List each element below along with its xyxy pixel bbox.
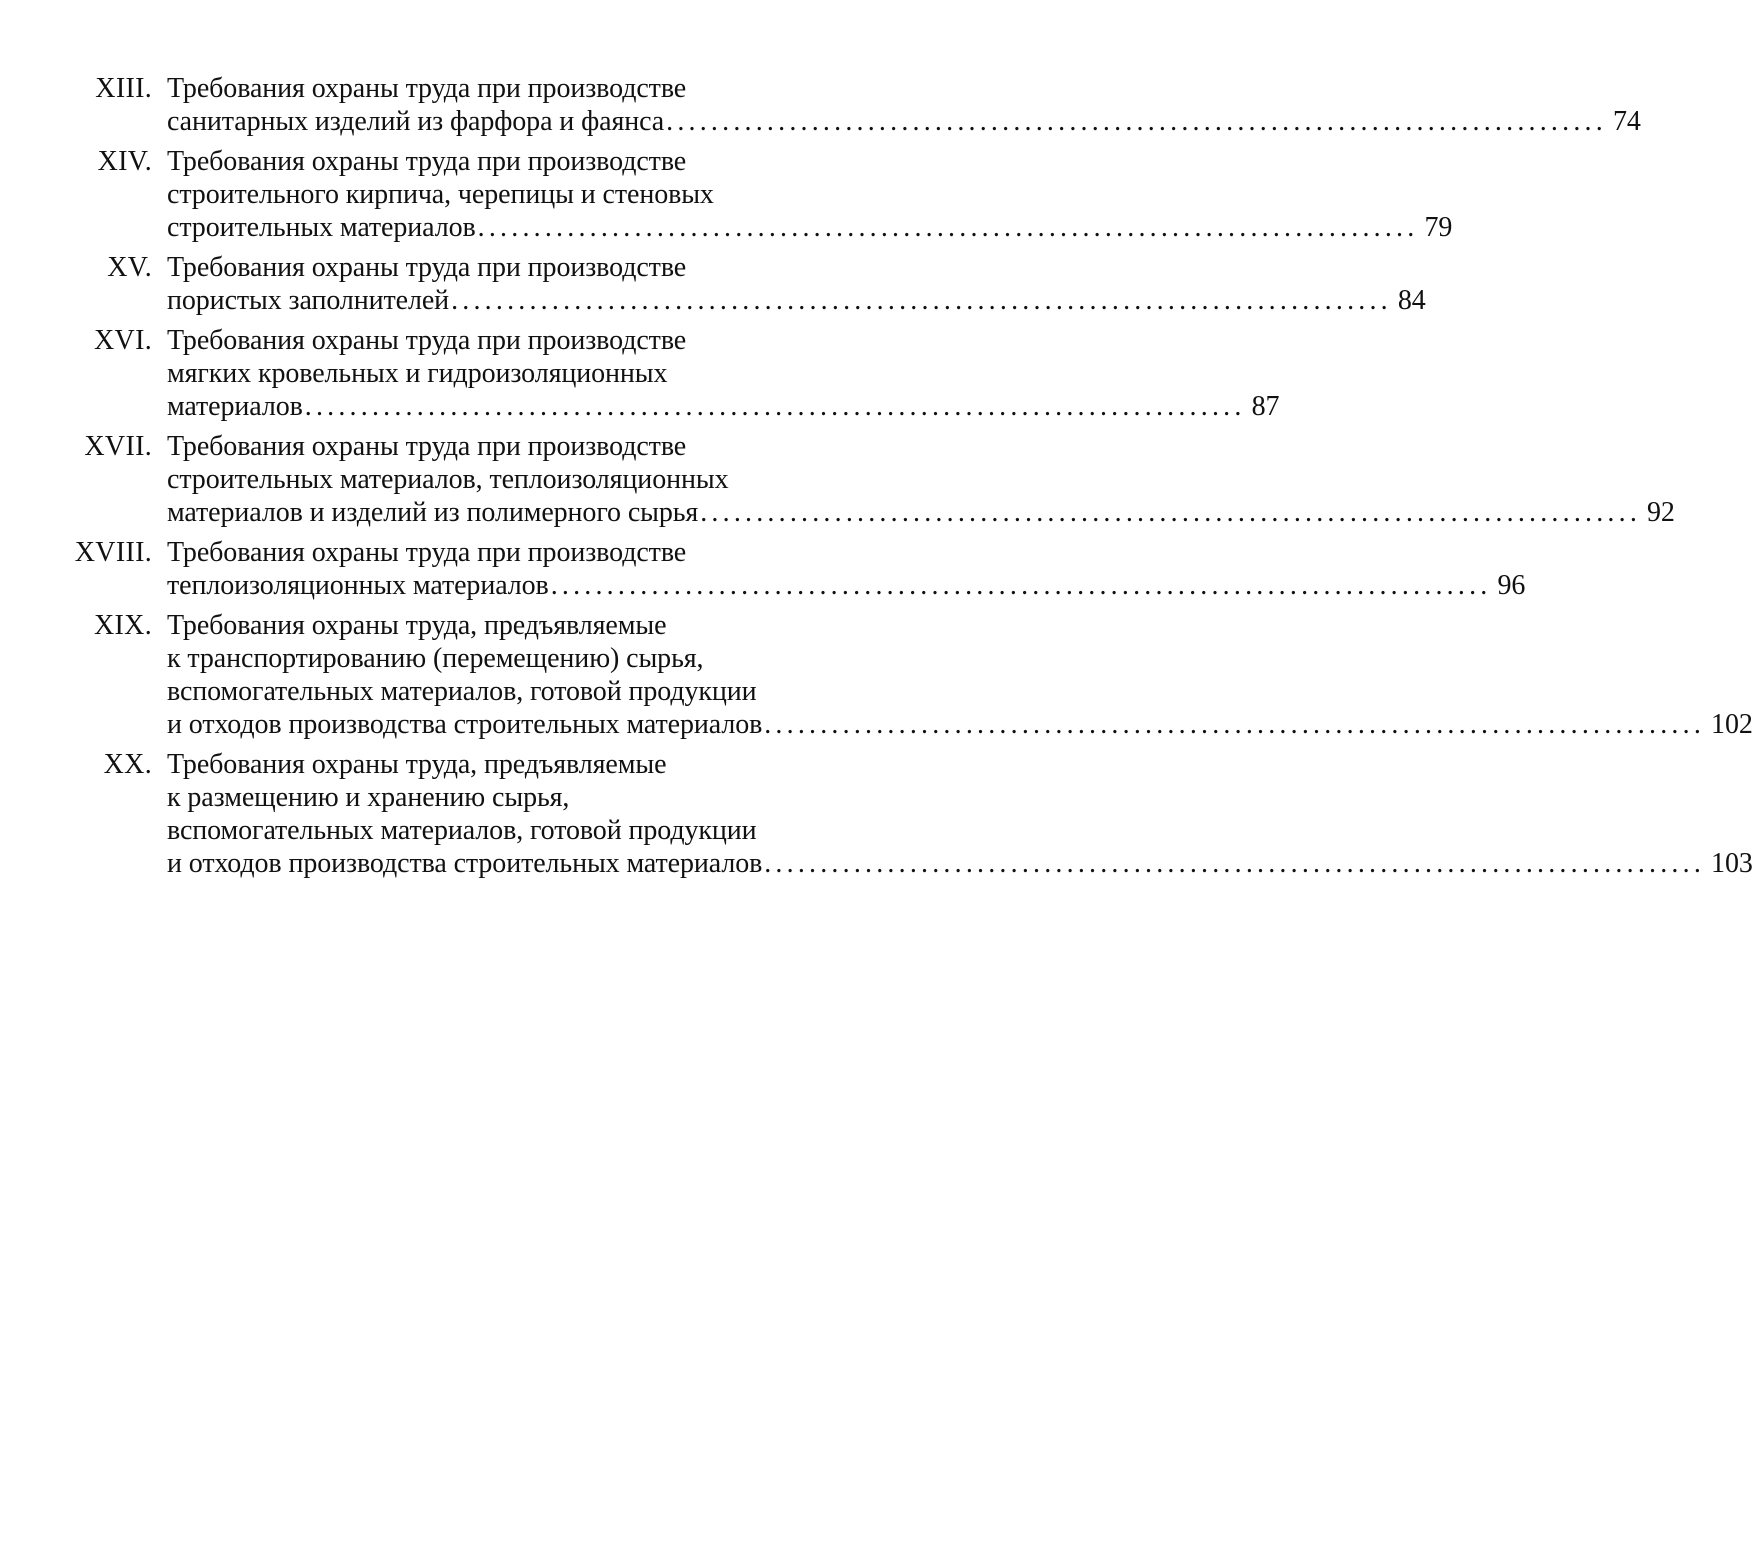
section-title-line: Требования охраны труда при производстве xyxy=(167,325,687,356)
section-title-line: теплоизоляционных материалов xyxy=(167,570,549,601)
page-number: 79 xyxy=(1424,212,1453,243)
toc-entry-xviii[interactable] xyxy=(0,536,1526,602)
section-numeral: XV. xyxy=(107,252,152,283)
section-numeral: XIV. xyxy=(97,146,152,177)
dot-leader: .................................................................................... xyxy=(451,285,1392,316)
section-numeral: XVIII. xyxy=(74,537,152,568)
section-title-line: мягких кровельных и гидроизоляционных xyxy=(167,358,668,389)
dot-leader: .................................................................................... xyxy=(666,106,1607,137)
dot-leader: .................................................................................... xyxy=(304,391,1246,422)
section-title-line: строительного кирпича, черепицы и стеновых xyxy=(167,179,714,210)
section-numeral: XIII. xyxy=(95,73,152,104)
section-title-line: Требования охраны труда при производстве xyxy=(167,537,687,568)
dot-leader: .................................................................................... xyxy=(550,570,1492,601)
toc-entry-xvii[interactable] xyxy=(0,430,1675,529)
page-number: 84 xyxy=(1397,285,1426,316)
toc-entry-xx[interactable] xyxy=(0,748,1753,880)
section-numeral: XVI. xyxy=(94,325,152,356)
section-title-line: Требования охраны труда, предъявляемые xyxy=(167,749,667,780)
toc-entry-xiii[interactable] xyxy=(0,72,1641,138)
section-title-line: материалов и изделий из полимерного сырья xyxy=(167,497,699,528)
page-number: 102 xyxy=(1711,709,1753,740)
section-title-line: к транспортированию (перемещению) сырья, xyxy=(167,643,704,674)
page-number: 74 xyxy=(1612,106,1641,137)
toc-entry-xix[interactable] xyxy=(0,609,1753,741)
section-title-line: строительных материалов, теплоизоляционных xyxy=(167,464,729,495)
section-title-line: Требования охраны труда при производстве xyxy=(167,73,687,104)
page-number: 87 xyxy=(1251,391,1280,422)
page-number: 92 xyxy=(1647,497,1675,528)
dot-leader: .................................................................................... xyxy=(764,709,1706,740)
section-title-line: пористых заполнителей xyxy=(167,285,450,316)
section-title-line: вспомогательных материалов, готовой продукции xyxy=(167,676,757,707)
dot-leader: .................................................................................... xyxy=(700,497,1642,528)
section-title-line: и отходов производства строительных материалов xyxy=(167,709,763,740)
toc-entry-xv[interactable] xyxy=(0,251,1426,317)
section-title-line: и отходов производства строительных материалов xyxy=(167,848,763,879)
page-number: 96 xyxy=(1497,570,1526,601)
page-number: 103 xyxy=(1711,848,1753,879)
section-title-line: строительных материалов xyxy=(167,212,476,243)
section-numeral: XVII. xyxy=(84,431,152,462)
section-title-line: вспомогательных материалов, готовой продукции xyxy=(167,815,757,846)
section-title-line: Требования охраны труда, предъявляемые xyxy=(167,610,667,641)
section-title-line: Требования охраны труда при производстве xyxy=(167,252,687,283)
table-of-contents xyxy=(0,72,1753,887)
section-numeral: XIX. xyxy=(94,610,152,641)
dot-leader: .................................................................................... xyxy=(764,848,1706,879)
section-title-line: к размещению и хранению сырья, xyxy=(167,782,570,813)
toc-entry-xiv[interactable] xyxy=(0,145,1453,244)
section-numeral: XX. xyxy=(103,749,152,780)
section-title-line: Требования охраны труда при производстве xyxy=(167,146,687,177)
section-title-line: санитарных изделий из фарфора и фаянса xyxy=(167,106,665,137)
section-title-line: материалов xyxy=(167,391,303,422)
section-title-line: Требования охраны труда при производстве xyxy=(167,431,687,462)
dot-leader: .................................................................................... xyxy=(477,212,1419,243)
toc-entry-xvi[interactable] xyxy=(0,324,1280,423)
